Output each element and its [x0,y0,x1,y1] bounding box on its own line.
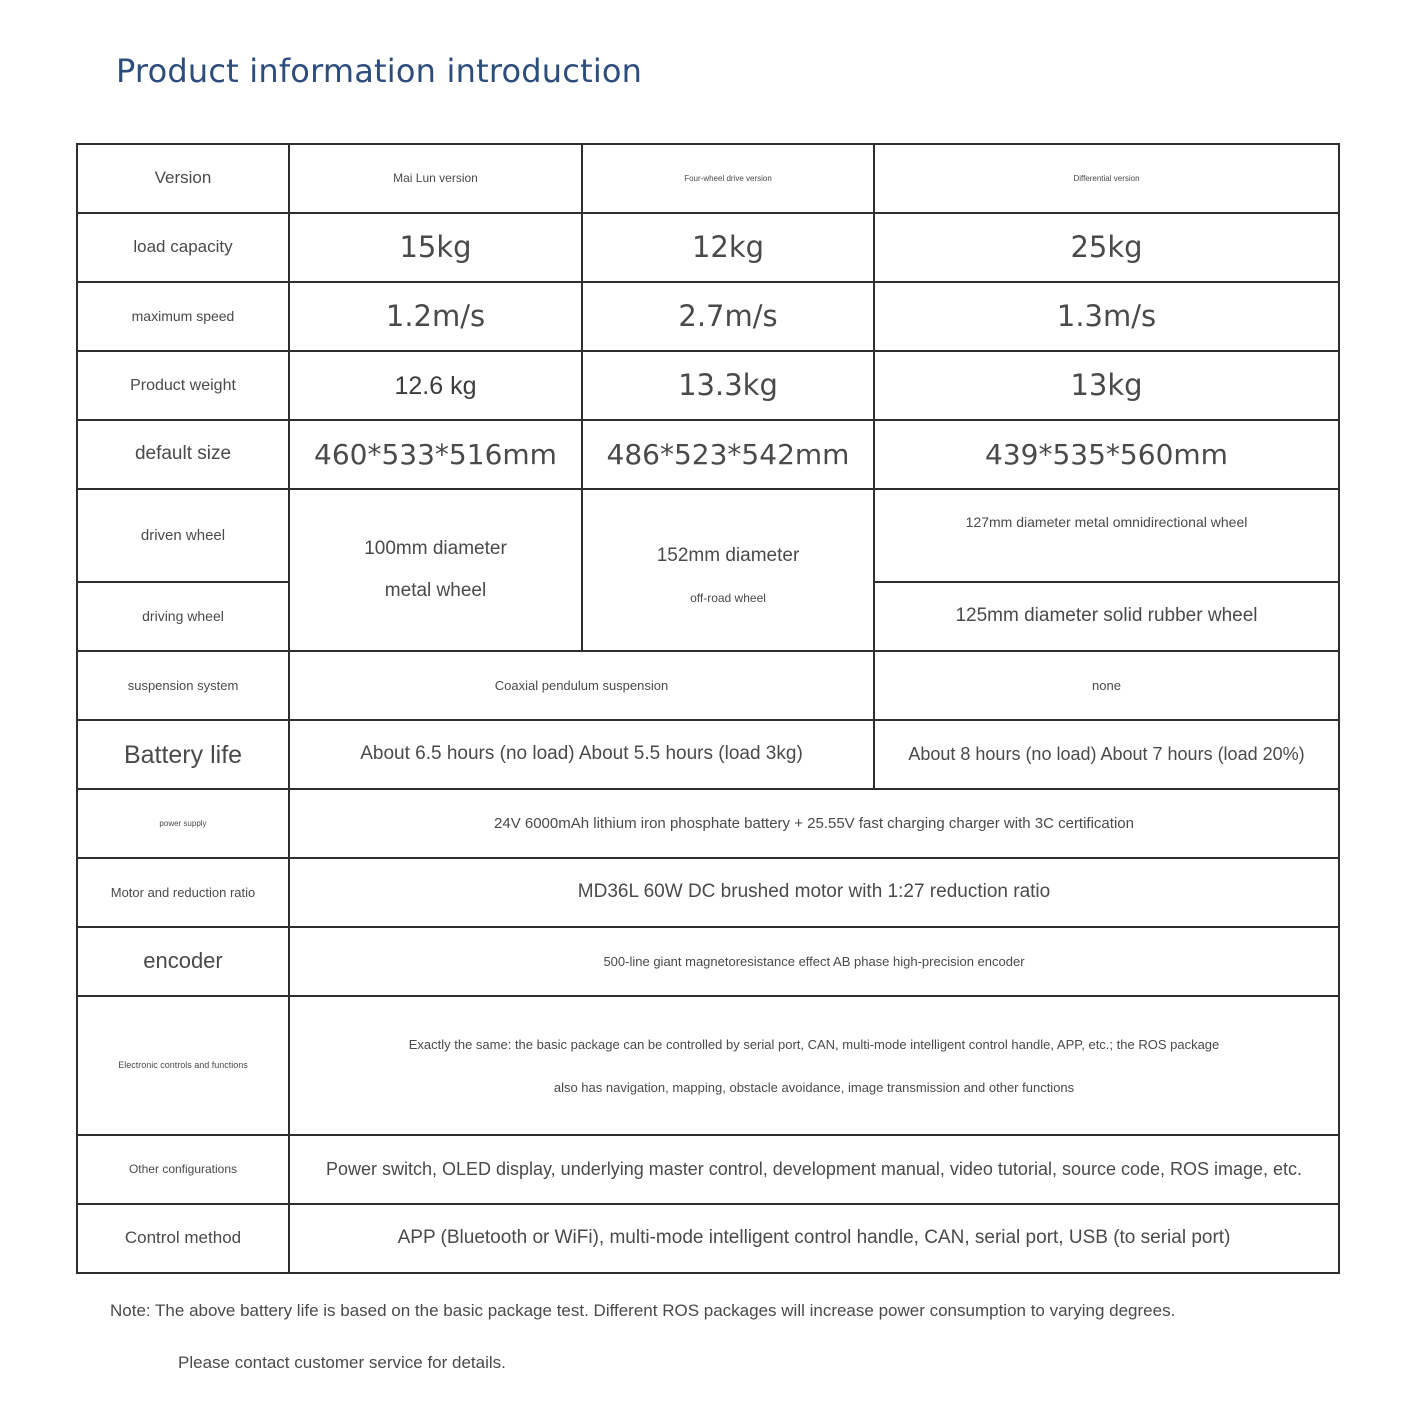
cell-weight-mai-lun: 12.6 kg [289,351,582,420]
row-label-maximum-speed: maximum speed [77,282,289,351]
wheel-mai-lun-line2: metal wheel [384,580,487,601]
wheel-four-wheel-line1: 152mm diameter [656,544,800,566]
header-four-wheel-version: Four-wheel drive version [582,144,874,213]
table-row-suspension [77,651,1339,720]
cell-driven-wheel-differential: 127mm diameter metal omnidirectional wheel [874,489,1339,582]
cell-size-four-wheel: 486*523*542mm [582,420,874,489]
cell-wheel-four-wheel [582,489,874,651]
cell-battery-differential: About 8 hours (no load) About 7 hours (load 20%) [874,720,1339,789]
table-row-motor [77,858,1339,927]
cell-suspension-shared: Coaxial pendulum suspension [289,651,874,720]
row-label-battery-life: Battery life [77,720,289,789]
page-title: Product information introduction [116,52,643,90]
table-row-default-size [77,420,1339,489]
row-label-electronic: Electronic controls and functions [77,996,289,1135]
table-row-electronic [77,996,1339,1135]
row-label-encoder: encoder [77,927,289,996]
row-label-version: Version [77,144,289,213]
cell-motor: MD36L 60W DC brushed motor with 1:27 reduction ratio [289,858,1339,927]
cell-driving-wheel-differential: 125mm diameter solid rubber wheel [874,582,1339,651]
table-row-battery-life [77,720,1339,789]
wheel-four-wheel-line2: off-road wheel [690,590,766,605]
cell-power-supply: 24V 6000mAh lithium iron phosphate battery + 25.55V fast charging charger with 3C certification [289,789,1339,858]
cell-weight-differential: 13kg [874,351,1339,420]
row-label-power-supply: power supply [77,789,289,858]
cell-battery-shared: About 6.5 hours (no load) About 5.5 hours (load 3kg) [289,720,874,789]
note-line-1: Note: The above battery life is based on the basic package test. Different ROS packages will increase power consumption to varying degrees. [110,1301,1176,1320]
row-label-suspension: suspension system [77,651,289,720]
cell-speed-four-wheel: 2.7m/s [582,282,874,351]
cell-load-mai-lun: 15kg [289,213,582,282]
spec-table [76,143,1340,1274]
cell-load-differential: 25kg [874,213,1339,282]
cell-speed-mai-lun: 1.2m/s [289,282,582,351]
row-label-other-config: Other configurations [77,1135,289,1204]
cell-speed-differential: 1.3m/s [874,282,1339,351]
row-label-driving-wheel: driving wheel [77,582,289,651]
row-label-load-capacity: load capacity [77,213,289,282]
table-row-control-method [77,1204,1339,1273]
table-row-other-config [77,1135,1339,1204]
table-row-power-supply [77,789,1339,858]
table-row-encoder [77,927,1339,996]
cell-load-four-wheel: 12kg [582,213,874,282]
electronic-line2: also has navigation, mapping, obstacle avoidance, image transmission and other functions [553,1079,1075,1095]
cell-suspension-differential: none [874,651,1339,720]
table-row-driven-wheel [77,489,1339,582]
row-label-control-method: Control method [77,1204,289,1273]
cell-control-method: APP (Bluetooth or WiFi), multi-mode intelligent control handle, CAN, serial port, USB (to serial port) [289,1204,1339,1273]
note-line-2: Please contact customer service for details. [178,1353,506,1372]
row-label-motor: Motor and reduction ratio [77,858,289,927]
wheel-mai-lun-line1: 100mm diameter [364,538,507,560]
cell-encoder: 500-line giant magnetoresistance effect AB phase high-precision encoder [289,927,1339,996]
table-row-version [77,144,1339,213]
row-label-driven-wheel: driven wheel [77,489,289,582]
cell-other-config: Power switch, OLED display, underlying master control, development manual, video tutorial, source code, ROS image, etc. [289,1135,1339,1204]
cell-size-differential: 439*535*560mm [874,420,1339,489]
table-row-product-weight [77,351,1339,420]
cell-size-mai-lun: 460*533*516mm [289,420,582,489]
cell-weight-four-wheel: 13.3kg [582,351,874,420]
cell-electronic [289,996,1339,1135]
header-mai-lun-version: Mai Lun version [289,144,582,213]
table-row-maximum-speed [77,282,1339,351]
header-differential-version: Differential version [874,144,1339,213]
row-label-product-weight: Product weight [77,351,289,420]
row-label-default-size: default size [77,420,289,489]
table-row-load-capacity [77,213,1339,282]
electronic-line1: Exactly the same: the basic package can be controlled by serial port, CAN, multi-mode intelligent control handle, APP, etc.; the ROS package [408,1036,1220,1052]
cell-wheel-mai-lun [289,489,582,651]
